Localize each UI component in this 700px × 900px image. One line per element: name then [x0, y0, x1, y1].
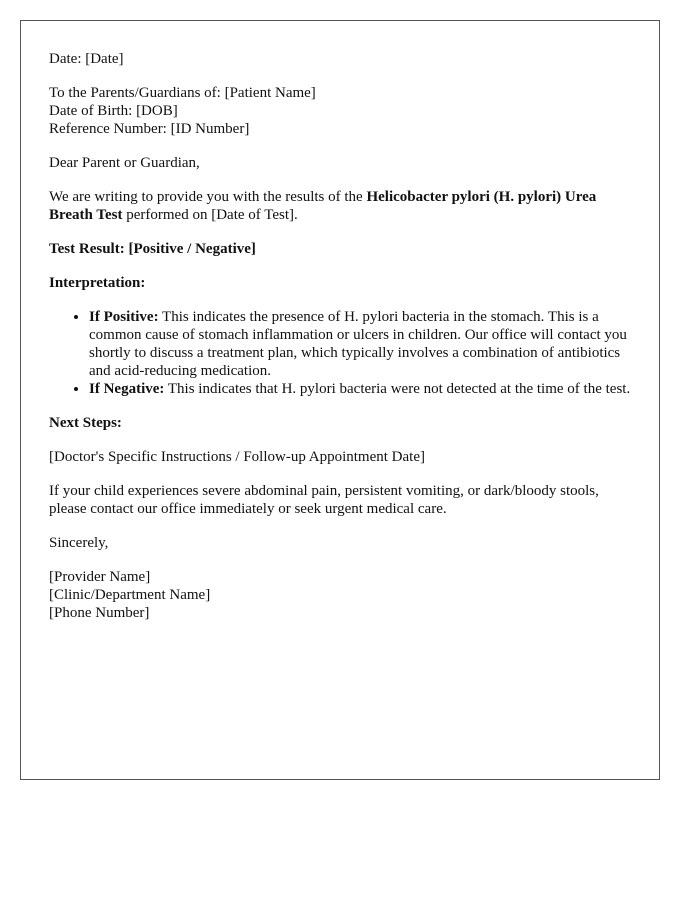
next-steps-heading: Next Steps: — [49, 415, 122, 431]
provider-name: [Provider Name] — [49, 569, 151, 585]
test-name: Helicobacter pylori (H. pylori) Urea Breath Test — [49, 189, 597, 223]
recipient-block — [49, 84, 631, 138]
negative-text: This indicates that H. pylori bacteria were not detected at the time of the test. — [164, 381, 631, 397]
intro-suffix: performed on [Date of Test]. — [122, 207, 298, 223]
interpretation-list — [49, 308, 631, 398]
positive-text: This indicates the presence of H. pylori bacteria in the stomach. This is a common cause of stomach inflammation or ulcers in children. Our office will contact you shortly to discuss a treatment plan, which typically involves a combination of antibiotics and acid-reducing medication. — [89, 309, 627, 379]
date-line: Date: [Date] — [49, 51, 124, 67]
next-steps-instructions: [Doctor's Specific Instructions / Follow-up Appointment Date] — [49, 449, 425, 465]
negative-label: If Negative: — [89, 381, 165, 397]
signature-block — [49, 568, 631, 622]
letter-page — [20, 20, 660, 780]
interpretation-heading: Interpretation: — [49, 275, 146, 291]
recipient-to-line: To the Parents/Guardians of: [Patient Name] — [49, 85, 316, 101]
warning-paragraph: If your child experiences severe abdominal pain, persistent vomiting, or dark/bloody stools, please contact our office immediately or seek urgent medical care. — [49, 483, 599, 517]
list-item-negative — [89, 380, 631, 398]
phone-number: [Phone Number] — [49, 605, 150, 621]
clinic-name: [Clinic/Department Name] — [49, 587, 211, 603]
intro-paragraph — [49, 188, 631, 224]
positive-label: If Positive: — [89, 309, 159, 325]
test-result-line: Test Result: [Positive / Negative] — [49, 241, 256, 257]
closing-line: Sincerely, — [49, 535, 109, 551]
date-of-birth-line: Date of Birth: [DOB] — [49, 103, 178, 119]
intro-prefix: We are writing to provide you with the results of the — [49, 189, 367, 205]
list-item-positive — [89, 308, 631, 380]
reference-number-line: Reference Number: [ID Number] — [49, 121, 250, 137]
salutation: Dear Parent or Guardian, — [49, 155, 200, 171]
